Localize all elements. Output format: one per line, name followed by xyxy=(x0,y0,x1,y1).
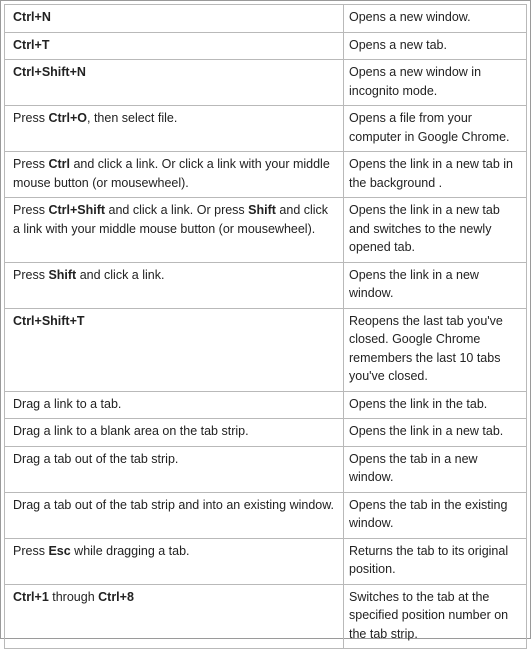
shortcut-cell xyxy=(5,60,344,106)
shortcut-cell xyxy=(5,32,344,60)
description-cell: Opens the link in the tab. xyxy=(344,391,527,419)
description-cell: Opens a new window. xyxy=(344,5,527,33)
shortcut-plain-text: through xyxy=(48,589,99,604)
table-row xyxy=(5,60,527,106)
table-row xyxy=(5,538,527,584)
shortcut-key-text: Ctrl+1 xyxy=(13,589,49,604)
shortcut-cell xyxy=(5,492,344,538)
description-cell: Switches to the tab at the specified position number on the tab strip. xyxy=(344,584,527,649)
shortcut-key-text: Ctrl+O xyxy=(48,111,87,125)
shortcut-plain-text: Drag a tab out of the tab strip. xyxy=(13,451,179,466)
table-row xyxy=(5,391,527,419)
shortcut-key-text: Ctrl xyxy=(48,157,70,171)
shortcut-plain-text: Press xyxy=(13,111,49,125)
description-cell: Opens the link in a new tab in the background . xyxy=(344,152,527,198)
description-cell: Opens a new tab. xyxy=(344,32,527,60)
shortcut-plain-text: and click a link with your middle mouse button (or mousewheel). xyxy=(13,203,329,236)
table-row xyxy=(5,5,527,33)
table-row xyxy=(5,446,527,492)
shortcut-cell xyxy=(5,5,344,33)
shortcut-cell xyxy=(5,262,344,308)
table-row xyxy=(5,152,527,198)
table-row xyxy=(5,308,527,391)
shortcut-plain-text: and click a link. Or press xyxy=(105,203,249,217)
shortcut-cell xyxy=(5,391,344,419)
shortcut-plain-text: Drag a link to a tab. xyxy=(13,396,122,411)
shortcut-key-text: Esc xyxy=(48,543,71,558)
shortcut-cell xyxy=(5,198,344,263)
shortcut-cell xyxy=(5,419,344,447)
shortcut-plain-text: and click a link. xyxy=(76,267,165,282)
table-row xyxy=(5,198,527,263)
shortcut-key-text: Ctrl+T xyxy=(13,37,50,52)
shortcut-plain-text: Drag a link to a blank area on the tab strip. xyxy=(13,424,249,438)
shortcut-table xyxy=(4,4,527,649)
shortcut-key-text: Ctrl+N xyxy=(13,10,51,24)
description-cell: Returns the tab to its original position. xyxy=(344,538,527,584)
table-row xyxy=(5,106,527,152)
shortcut-key-text: Shift xyxy=(248,203,276,217)
table-row xyxy=(5,419,527,447)
shortcut-plain-text: Press xyxy=(13,157,49,171)
shortcut-plain-text: Press xyxy=(13,543,49,558)
shortcut-key-text: Ctrl+8 xyxy=(98,589,134,604)
shortcut-cell xyxy=(5,446,344,492)
shortcut-key-text: Ctrl+Shift+N xyxy=(13,65,86,79)
shortcut-plain-text: Press xyxy=(13,267,49,282)
table-row xyxy=(5,492,527,538)
description-cell: Opens the link in a new tab. xyxy=(344,419,527,447)
table-row xyxy=(5,262,527,308)
shortcut-cell xyxy=(5,152,344,198)
shortcut-plain-text: Press xyxy=(13,203,49,217)
shortcut-table-body xyxy=(5,5,527,649)
description-cell: Reopens the last tab you've closed. Google Chrome remembers the last 10 tabs you've closed. xyxy=(344,308,527,391)
description-cell: Opens the tab in a new window. xyxy=(344,446,527,492)
shortcut-key-text: Ctrl+Shift+T xyxy=(13,313,85,328)
description-cell: Opens a new window in incognito mode. xyxy=(344,60,527,106)
description-cell: Opens a file from your computer in Google Chrome. xyxy=(344,106,527,152)
description-cell: Opens the link in a new tab and switches to the newly opened tab. xyxy=(344,198,527,263)
shortcut-cell xyxy=(5,106,344,152)
table-row xyxy=(5,32,527,60)
shortcut-plain-text: , then select file. xyxy=(87,111,178,125)
shortcut-plain-text: Drag a tab out of the tab strip and into an existing window. xyxy=(13,497,335,512)
description-cell: Opens the link in a new window. xyxy=(344,262,527,308)
shortcut-key-text: Ctrl+Shift xyxy=(48,203,106,217)
shortcut-key-text: Shift xyxy=(48,267,77,282)
shortcut-cell xyxy=(5,538,344,584)
shortcut-cell xyxy=(5,308,344,391)
shortcut-plain-text: while dragging a tab. xyxy=(70,543,190,558)
shortcut-plain-text: and click a link. Or click a link with your middle mouse button (or mousewheel). xyxy=(13,157,330,190)
description-cell: Opens the tab in the existing window. xyxy=(344,492,527,538)
